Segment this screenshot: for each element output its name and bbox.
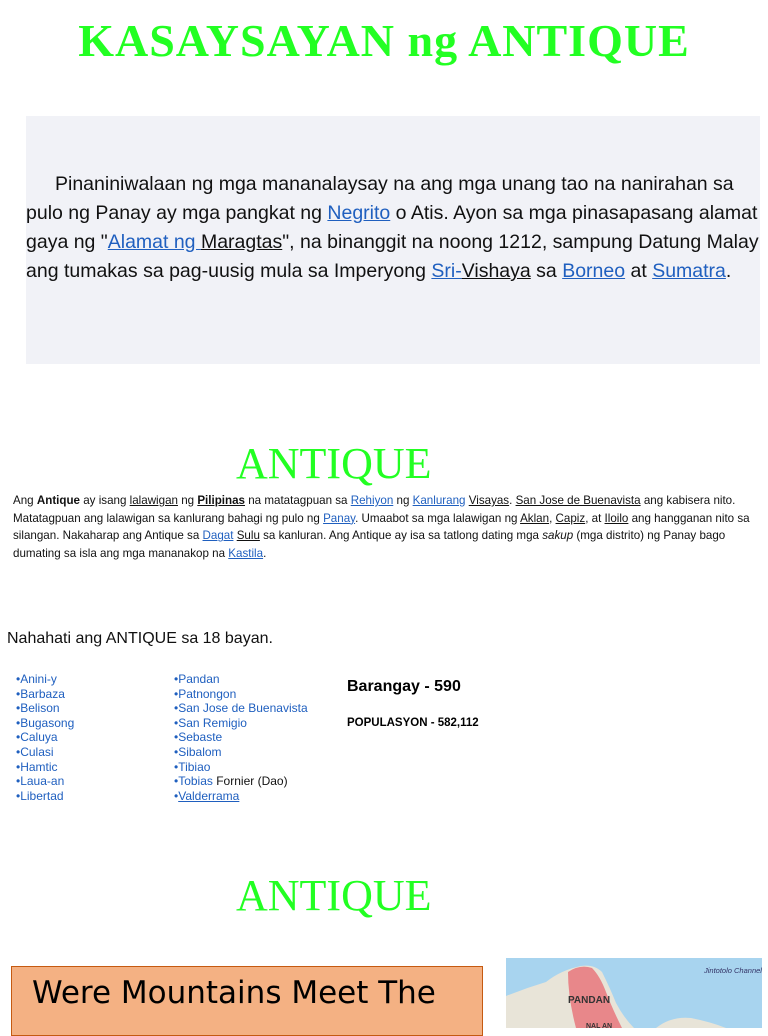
- town-text-fornier: Fornier (Dao): [212, 774, 288, 789]
- banner-text: Were Mountains Meet The: [32, 975, 436, 1011]
- intro-text-1: Pinaniniwalaan ng mga mananalaysay na ang mga unang tao na nanirahan sa pulo ng Panay ay mga pangkat ng: [26, 173, 734, 224]
- desc-text: ay isang: [80, 494, 130, 507]
- antique-map: [506, 958, 762, 1028]
- desc-text: , at: [585, 511, 605, 525]
- map-label-pandan: PANDAN: [568, 995, 611, 1006]
- link-kastila[interactable]: Kastila: [228, 546, 264, 560]
- town-item[interactable]: •San Jose de Buenavista: [174, 701, 308, 716]
- link-kanlurang[interactable]: Kanlurang: [412, 494, 466, 507]
- link-capiz[interactable]: Capiz: [555, 511, 586, 525]
- desc-sakup: sakup: [542, 529, 574, 543]
- link-sulu[interactable]: Sulu: [236, 529, 260, 543]
- link-borneo[interactable]: Borneo: [562, 260, 626, 282]
- intro-paragraph: [26, 170, 766, 286]
- link-pilipinas[interactable]: Pilipinas: [197, 494, 246, 507]
- section-title-antique: ANTIQUE: [236, 439, 432, 488]
- section-title-antique-2: ANTIQUE: [236, 871, 432, 920]
- link-sri[interactable]: Sri-: [431, 260, 462, 282]
- town-item[interactable]: •Anini-y: [16, 672, 57, 686]
- link-dagat[interactable]: Dagat: [202, 529, 234, 543]
- town-item[interactable]: •Hamtic: [16, 759, 58, 774]
- town-item[interactable]: •Pandan: [174, 672, 220, 686]
- desc-text: ,: [549, 511, 556, 525]
- town-item[interactable]: •Culasi: [16, 744, 54, 759]
- link-sumatra[interactable]: Sumatra: [652, 260, 726, 282]
- desc-text: ang kabisera nito. Matatagpuan ang lalawigan sa kanlurang bahagi ng pulo ng: [13, 494, 736, 525]
- intro-text-5: at: [625, 260, 653, 282]
- map-image: [506, 958, 762, 1028]
- town-item[interactable]: •Patnongon: [174, 686, 237, 701]
- town-bullet: •: [174, 788, 179, 803]
- intro-text-4: sa: [530, 260, 563, 282]
- link-lalawigan[interactable]: lalawigan: [129, 494, 178, 507]
- desc-text: (mga distrito) ng Panay bago dumating sa isla ang mga mananakop na: [13, 529, 726, 560]
- town-item[interactable]: •Caluya: [16, 730, 58, 745]
- town-item[interactable]: •Libertad: [16, 788, 64, 803]
- town-item[interactable]: •San Remigio: [174, 715, 247, 730]
- link-maragtas[interactable]: Maragtas: [200, 231, 283, 253]
- link-negrito[interactable]: Negrito: [327, 202, 391, 224]
- desc-text: na matatagpuan sa: [245, 494, 351, 507]
- municipalities-heading: Nahahati ang ANTIQUE sa 18 bayan.: [7, 630, 273, 647]
- link-iloilo[interactable]: Iloilo: [604, 511, 629, 525]
- barangay-count: Barangay - 590: [347, 678, 461, 695]
- link-aklan[interactable]: Aklan: [520, 511, 550, 525]
- town-item[interactable]: •Belison: [16, 701, 60, 716]
- link-san-jose[interactable]: San Jose de Buenavista: [515, 494, 641, 507]
- town-item[interactable]: •Sibalom: [174, 744, 222, 759]
- map-label-cut: NAL AN: [586, 1023, 613, 1028]
- desc-text: ng: [393, 494, 413, 507]
- towns-column-1: [16, 672, 74, 803]
- town-link-tobias[interactable]: •Tobias: [174, 774, 213, 789]
- town-item-valderrama[interactable]: [174, 789, 308, 804]
- antique-description: [13, 492, 763, 562]
- towns-column-2: [174, 672, 308, 803]
- desc-antique: Antique: [36, 494, 81, 507]
- link-rehiyon[interactable]: Rehiyon: [350, 494, 394, 507]
- desc-text: ang hangganan nito sa silangan. Nakaharap ang Antique sa: [13, 511, 750, 543]
- intro-text-2: o Atis. Ayon sa mga pinasapasang alamat gaya ng ": [26, 202, 758, 253]
- map-label-channel: Jintotolo Channel: [704, 966, 762, 975]
- intro-text-6: .: [725, 260, 732, 282]
- town-item-tobias-fornier[interactable]: [174, 774, 308, 789]
- population-count: POPULASYON - 582,112: [347, 717, 479, 729]
- town-item[interactable]: •Laua-an: [16, 774, 65, 789]
- desc-text: ng: [177, 494, 198, 507]
- town-item[interactable]: •Sebaste: [174, 730, 223, 745]
- desc-text: . Umaabot sa mga lalawigan ng: [355, 511, 521, 525]
- link-panay[interactable]: Panay: [323, 511, 356, 525]
- desc-text: .: [509, 494, 516, 507]
- desc-text: Ang: [13, 494, 37, 507]
- town-item[interactable]: •Bugasong: [16, 715, 75, 730]
- desc-text: .: [263, 546, 267, 560]
- town-link-valderrama[interactable]: Valderrama: [178, 788, 240, 803]
- town-item[interactable]: •Barbaza: [16, 686, 65, 701]
- town-item[interactable]: •Tibiao: [174, 759, 211, 774]
- link-vishaya[interactable]: Vishaya: [461, 260, 531, 282]
- link-visayas[interactable]: Visayas: [468, 494, 510, 507]
- desc-text: sa kanluran. Ang Antique ay isa sa tatlong dating mga: [259, 529, 543, 543]
- page-title: KASAYSAYAN ng ANTIQUE: [78, 15, 690, 66]
- intro-text-3: ", na binanggit na noong 1212, sampung Datung Malay ang tumakas sa pag-uusig mula sa Imperyong: [26, 231, 759, 282]
- link-alamat[interactable]: Alamat ng: [107, 231, 201, 253]
